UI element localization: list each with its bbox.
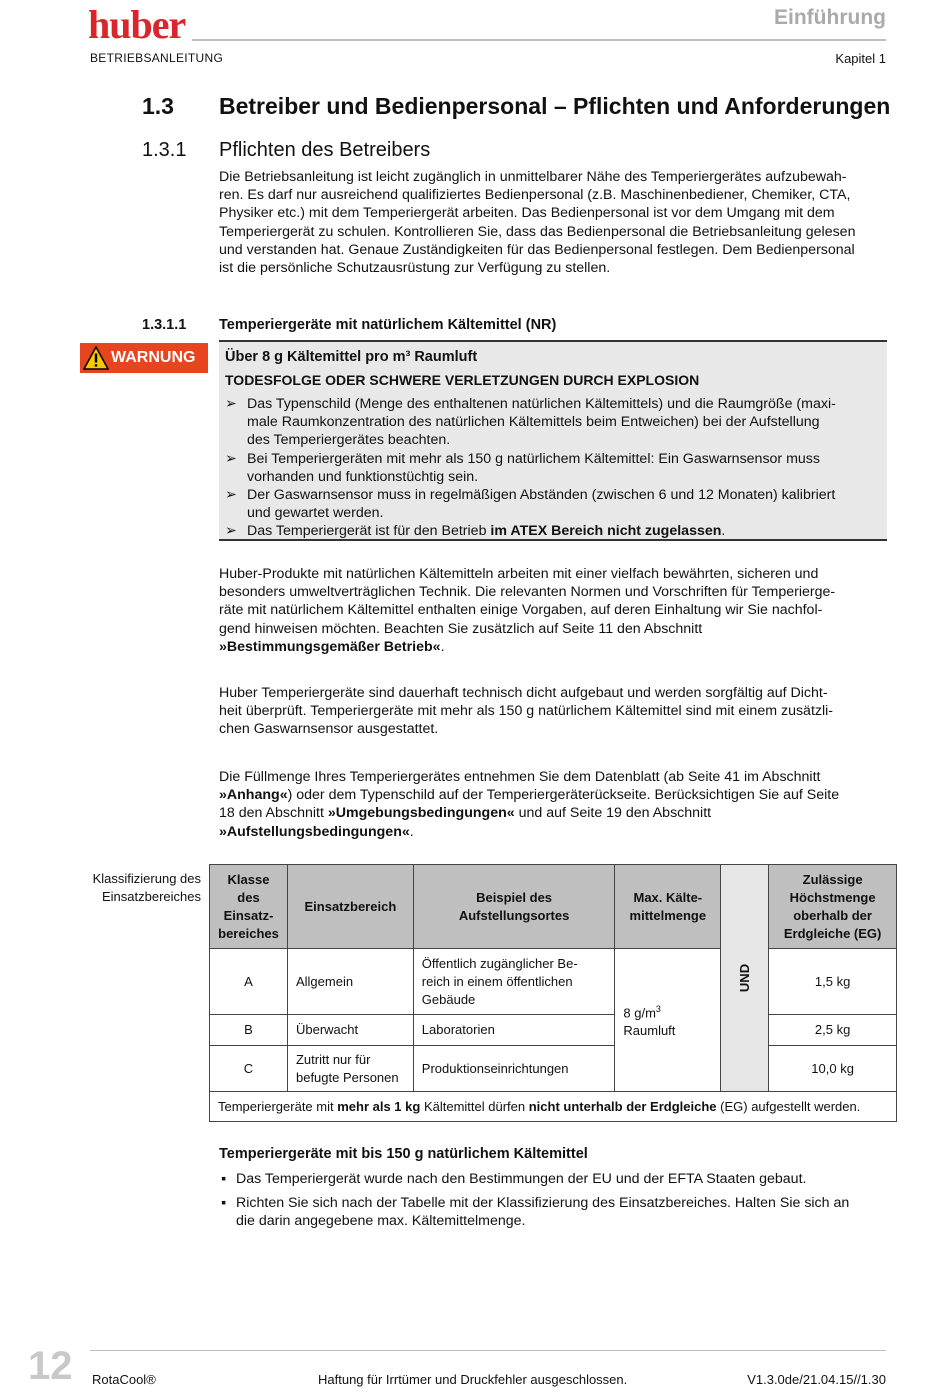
table-header-row: [210, 865, 897, 949]
text-line: Der Gaswarnsensor muss in regelmäßigen Abständen (zwischen 6 und 12 Monaten) kalibriert: [247, 487, 836, 504]
text-line: und verstanden hat. Genaue Zuständigkeiten für das Bedienpersonal festlegen. Dem Bedienpersonal: [219, 241, 855, 258]
header-einsatzbereich: Einsatzbereich: [287, 865, 413, 949]
section-title: Betreiber und Bedienpersonal – Pflichten und Anforderungen: [219, 93, 891, 119]
text-line: heit überprüft. Temperiergeräte mit mehr als 150 g natürlichem Kältemittel sind mit einem zusätzli-: [219, 703, 834, 720]
operator-duties-paragraph: [219, 168, 889, 277]
text-line: Klasse: [227, 871, 270, 887]
text-span: (EG) aufgestellt werden.: [716, 1098, 861, 1114]
text-line: Höchstmenge: [789, 889, 876, 905]
warning-box: [219, 340, 887, 541]
cross-reference[interactable]: »Anhang«: [219, 787, 288, 804]
text-line: Erdgleiche (EG): [783, 925, 882, 941]
text-line: Max. Kälte-: [633, 889, 703, 905]
header-doc-type: BETRIEBSANLEITUNG: [90, 51, 224, 65]
arrow-bullet-icon: ➢: [225, 487, 237, 504]
table-row: [210, 949, 897, 1015]
cell-hoechst: 1,5 kg: [769, 949, 897, 1015]
text-line: befugte Personen: [295, 1069, 399, 1085]
footer-version: V1.3.0de/21.04.15//1.30: [747, 1372, 886, 1387]
cell-beispiel: [413, 949, 615, 1015]
warning-badge: [80, 343, 208, 373]
text-line: Zulässige: [802, 871, 863, 887]
section-150g-title: Temperiergeräte mit bis 150 g natürlichem Kältemittel: [219, 1146, 588, 1162]
text-line: Temperiergerät zu schulen. Kontrollieren Sie, dass das Bedienpersonal die Betriebsanleitung gelesen: [219, 223, 856, 240]
text-line: Die Füllmenge Ihres Temperiergerätes entnehmen Sie dem Datenblatt (ab Seite 41 im Abschnitt: [219, 769, 821, 785]
table-side-label: [70, 870, 201, 906]
und-label: UND: [736, 963, 752, 993]
text-span: Das Temperiergerät ist für den Betrieb: [247, 523, 491, 540]
text-line: Gebäude: [421, 991, 476, 1007]
text-bold: im ATEX Bereich nicht zugelassen: [490, 523, 722, 540]
section-150g-list: [219, 1170, 889, 1237]
text-line: Die Betriebsanleitung ist leicht zugänglich in unmittelbarer Nähe des Temperiergerätes aufzubewah-: [219, 169, 847, 185]
text-line: oberhalb der: [793, 907, 872, 923]
text-span: .: [721, 523, 726, 540]
table-footnote: [210, 1092, 897, 1122]
text-line: reich in einem öffentlichen: [421, 973, 573, 989]
warning-badge-label: WARNUNG: [111, 349, 196, 366]
text-span: Kältemittel dürfen: [420, 1098, 529, 1114]
warning-triangle-icon: [83, 346, 109, 370]
cell-klasse: A: [210, 949, 288, 1015]
cell-klasse: C: [210, 1046, 288, 1092]
text-line: Physiker etc.) mit dem Temperiergerät arbeiten. Das Bedienpersonal ist vor dem Umgang mit dem: [219, 205, 835, 222]
subsection-title: Pflichten des Betreibers: [219, 139, 431, 161]
cell-bereich: [287, 1046, 413, 1092]
cell-beispiel: Produktionseinrichtungen: [413, 1046, 615, 1092]
page-number: 12: [28, 1344, 73, 1388]
cross-reference[interactable]: »Aufstellungsbedingungen«: [219, 823, 410, 840]
subsubsection-title: Temperiergeräte mit natürlichem Kältemittel (NR): [219, 317, 557, 333]
text-line: die darin angegebene max. Kältemittelmenge.: [236, 1213, 526, 1230]
filling-quantity-paragraph: [219, 768, 889, 841]
header-chapter: Kapitel 1: [835, 51, 886, 66]
table-footnote-row: [210, 1092, 897, 1122]
text-line: [219, 786, 889, 804]
text-line: vorhanden und funktionstüchtig sein.: [247, 468, 479, 485]
cross-reference[interactable]: »Bestimmungsgemäßer Betrieb«: [219, 638, 441, 655]
text-line: Huber Temperiergeräte sind dauerhaft technisch dicht aufgebaut und werden sorgfältig auf Dicht-: [219, 685, 828, 701]
cell-bereich: Allgemein: [287, 949, 413, 1015]
text-line: bereiches: [218, 925, 279, 941]
arrow-bullet-icon: ➢: [225, 523, 237, 540]
logo-text: huber: [88, 2, 186, 47]
text-span: Temperiergeräte mit: [218, 1098, 338, 1114]
text-sup: 3: [655, 1003, 661, 1014]
text-line: male Raumkonzentration des natürlichen Kältemittels beim Entweichen) bei der Aufstellung: [247, 414, 820, 431]
text-line: des: [237, 889, 260, 905]
section-number: 1.3: [142, 93, 174, 119]
text-line: gend hinweisen möchten. Beachten Sie zusätzlich auf Seite 11 den Abschnitt: [219, 620, 703, 637]
text-line: [219, 823, 889, 841]
text-bold: mehr als 1 kg: [337, 1098, 421, 1114]
text-line: ist die persönliche Schutzausrüstung zur Verfügung zu stellen.: [219, 260, 611, 277]
warning-item: [225, 395, 875, 450]
text-line: besonders umweltverträglichen Technik. Die relevanten Normen und Vorschriften für Temperierge-: [219, 584, 836, 601]
text-line: Klassifizierung des: [92, 871, 201, 886]
text-span: und auf Seite 19 den Abschnitt: [514, 805, 712, 822]
text-line: Das Temperiergerät wurde nach den Bestimmungen der EU und der EFTA Staaten gebaut.: [236, 1171, 807, 1187]
warning-item: [225, 450, 875, 486]
text-line: mittelmenge: [629, 907, 707, 923]
text-span: .: [409, 823, 414, 840]
subsection-number: 1.3.1: [142, 139, 187, 161]
natural-refrigerant-paragraph: [219, 565, 889, 656]
text-line: [219, 804, 889, 822]
tightness-paragraph: [219, 684, 889, 739]
warning-subtitle: TODESFOLGE ODER SCHWERE VERLETZUNGEN DURCH EXPLOSION: [225, 372, 700, 388]
header-divider: [192, 39, 886, 41]
header-hoechstmenge: [769, 865, 897, 949]
header-beispiel: Beispiel des Aufstellungsortes: [413, 865, 615, 949]
square-bullet-icon: ▪: [221, 1195, 227, 1212]
footer-disclaimer: Haftung für Irrtümer und Druckfehler ausgeschlossen.: [318, 1372, 628, 1387]
arrow-bullet-icon: ➢: [225, 396, 237, 412]
text-line: Richten Sie sich nach der Tabelle mit der Klassifizierung des Einsatzbereiches. Halten Sie sich an: [236, 1195, 850, 1212]
text-span: 18 den Abschnitt: [219, 805, 328, 822]
chapter-title: Einführung: [774, 6, 886, 29]
footer-product: RotaCool®: [92, 1372, 156, 1387]
classification-table: [209, 864, 897, 1122]
cell-hoechst: 10,0 kg: [769, 1046, 897, 1092]
text-line: räte mit natürlichem Kältemittel enthalten einige Vorgaben, auf deren Einhaltung wir Sie nachfol-: [219, 602, 823, 619]
table-row: [210, 1015, 897, 1046]
text-span: 8 g/m: [623, 1005, 656, 1021]
subsubsection-number: 1.3.1.1: [142, 317, 187, 333]
warning-title: Über 8 g Kältemittel pro m³ Raumluft: [225, 349, 478, 365]
text-line: ren. Es darf nur ausreichend qualifiziertes Bedienpersonal (z.B. Maschinenbediener, Chemiker, CTA,: [219, 187, 851, 204]
text-line: Huber-Produkte mit natürlichen Kältemitteln arbeiten mit einer vielfach bewährten, sicheren und: [219, 566, 819, 582]
huber-logo: [88, 2, 186, 47]
list-item: [219, 1170, 889, 1188]
und-cell: [721, 865, 769, 1092]
cell-hoechst: 2,5 kg: [769, 1015, 897, 1046]
cell-max-menge: [615, 949, 721, 1092]
cell-beispiel: Laboratorien: [413, 1015, 615, 1046]
arrow-bullet-icon: ➢: [225, 450, 237, 467]
table-row: [210, 1046, 897, 1092]
square-bullet-icon: ▪: [221, 1171, 227, 1187]
text-line: Das Typenschild (Menge des enthaltenen natürlichen Kältemittels) und die Raumgröße (maxi-: [247, 396, 836, 412]
text-line: und gewartet werden.: [247, 505, 384, 522]
header-max: [615, 865, 721, 949]
text-line: Raumluft: [623, 1023, 676, 1039]
text-line: [623, 1000, 712, 1022]
text-span: .: [440, 638, 445, 655]
text-span: ) oder dem Typenschild auf der Temperiergeräterückseite. Berücksichtigen Sie auf Seite: [287, 787, 840, 804]
warning-list: [225, 395, 875, 541]
header-klasse: [210, 865, 288, 949]
text-line: des Temperiergerätes beachten.: [247, 432, 451, 449]
footer-divider: [90, 1350, 886, 1351]
cross-reference[interactable]: »Umgebungsbedingungen«: [327, 805, 515, 822]
list-item: [219, 1194, 889, 1230]
text-line: Zutritt nur für: [295, 1051, 371, 1067]
cell-klasse: B: [210, 1015, 288, 1046]
text-line: chen Gaswarnsensor ausgestattet.: [219, 721, 439, 738]
text-line: Öffentlich zugänglicher Be-: [421, 955, 578, 971]
text-line: Einsatz-: [223, 907, 274, 923]
text-line: [219, 638, 889, 656]
text-line: Bei Temperiergeräten mit mehr als 150 g natürlichem Kältemittel: Ein Gaswarnsensor muss: [247, 450, 820, 467]
warning-item: [225, 522, 875, 540]
text-line: Einsatzbereiches: [102, 889, 201, 904]
warning-item: [225, 486, 875, 522]
text-bold: nicht unterhalb der Erdgleiche: [528, 1098, 717, 1114]
cell-bereich: Überwacht: [287, 1015, 413, 1046]
